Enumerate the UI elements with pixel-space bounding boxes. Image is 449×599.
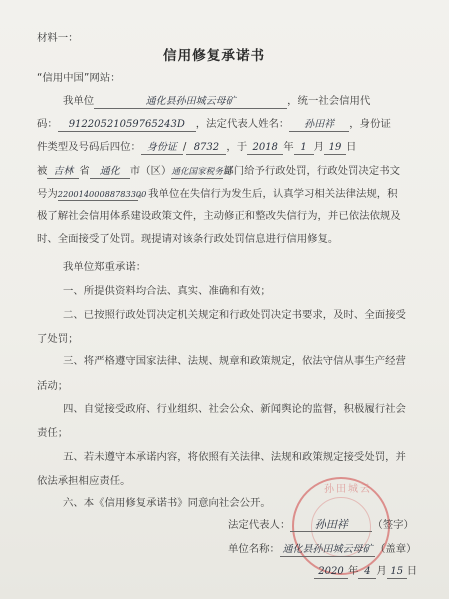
year-field: 2018 (247, 142, 283, 155)
promise-item-3-cont: 活动； (37, 380, 69, 392)
sign-year-word: 年 (348, 565, 359, 577)
text-prefix: 件类型及号码后四位： (37, 141, 141, 153)
text-prefix: 码： (37, 118, 58, 130)
text-suffix: ，统一社会信用代 (287, 95, 371, 107)
text-suffix: ，身份证 (349, 118, 391, 130)
day-word: 日 (345, 141, 357, 153)
unit-name-field: 通化县孙田城云母矿 (94, 96, 287, 109)
para-line-6: 极了解社会信用体系建设政策文件，主动修正和整改失信行为，并已依法依规及 (37, 210, 401, 222)
para-line-5 (37, 188, 398, 201)
separator: / (182, 141, 187, 153)
year-word: 年 (283, 141, 294, 153)
sign-month: 4 (358, 566, 376, 579)
legal-rep-field: 孙田祥 (289, 119, 349, 132)
day-field: 19 (324, 142, 346, 155)
department-field: 通化国家税务局 (171, 167, 232, 177)
para-line-4 (37, 165, 400, 179)
promise-item-5-cont: 依法承担相应责任。 (37, 475, 131, 487)
promise-item-3: 三、将严格遵守国家法律、法规、规章和政策规定，依法守信从事生产经营 (63, 355, 406, 367)
month-field: 1 (294, 142, 314, 155)
signature-date-line (314, 565, 417, 579)
rep-note: （签字） (372, 519, 414, 531)
rep-signature: 孙田祥 (290, 519, 372, 532)
decision-number-field: 22001400088783300 (57, 189, 147, 199)
text-prefix: 被 (37, 165, 48, 177)
rep-label: 法定代表人： (228, 519, 291, 531)
promise-item-5: 五、若未遵守本承诺内容，将依照有关法律、法规和政策规定接受处罚，并 (63, 451, 406, 463)
text-mid: ，法定代表人姓名： (195, 118, 290, 130)
header-label: 材料一： (37, 32, 79, 44)
id-type-field: 身份证 (141, 142, 183, 155)
para-line-7: 时、全面接受了处罚。现提请对该条行政处罚信息进行信用修复。 (37, 233, 339, 245)
text-suffix: 。我单位在失信行为发生后，认真学习相关法律法规，积 (137, 188, 398, 200)
unit-note: （盖章） (374, 543, 417, 555)
para-line-3 (37, 141, 356, 155)
promise-item-2: 二、已按照行政处罚决定机关规定和行政处罚决定书要求，及时、全面接受 (63, 309, 406, 321)
unit-signature: 通化县孙田城云母矿 (280, 544, 375, 557)
para-line-2 (37, 118, 391, 132)
promise-item-2-cont: 了处罚； (37, 333, 79, 345)
recipient-line: “信用中国”网站： (37, 72, 121, 84)
sign-day-word: 日 (406, 565, 418, 577)
promise-item-1: 一、所提供资料均合法、真实、准确和有效； (63, 285, 271, 297)
id-last4-field: 8732 (186, 142, 226, 155)
signature-unit-line (228, 543, 417, 557)
unit-label: 单位名称： (228, 543, 280, 555)
sign-year: 2020 (314, 566, 348, 579)
sign-month-word: 月 (376, 565, 387, 577)
month-word: 月 (313, 141, 324, 153)
promise-intro: 我单位郑重承诺： (63, 261, 147, 273)
text-suffix: 部门给予行政处罚，行政处罚决定书文 (223, 165, 400, 177)
seal-text: 孙田城云 (324, 484, 372, 495)
promise-item-4-cont: 责任； (37, 427, 69, 439)
text-mid: ，于 (226, 141, 248, 153)
province-word: 省 (79, 165, 90, 177)
promise-item-4: 四、自觉接受政府、行业组织、社会公众、新闻舆论的监督，积极履行社会 (63, 403, 406, 415)
credit-code-field: 91220521059765243D (58, 119, 196, 132)
city-field: 通化 (90, 166, 130, 179)
para-line-1 (63, 95, 370, 109)
city-word: 市（区） (129, 165, 172, 177)
sign-day: 15 (387, 566, 407, 579)
province-field: 吉林 (47, 166, 79, 179)
signature-rep-line (228, 519, 414, 532)
page-title: 信用修复承诺书 (163, 48, 266, 64)
text-prefix: 号为 (37, 188, 58, 200)
promise-item-6: 六、本《信用修复承诺书》同意向社会公开。 (63, 497, 271, 509)
text-prefix: 我单位 (63, 95, 95, 107)
